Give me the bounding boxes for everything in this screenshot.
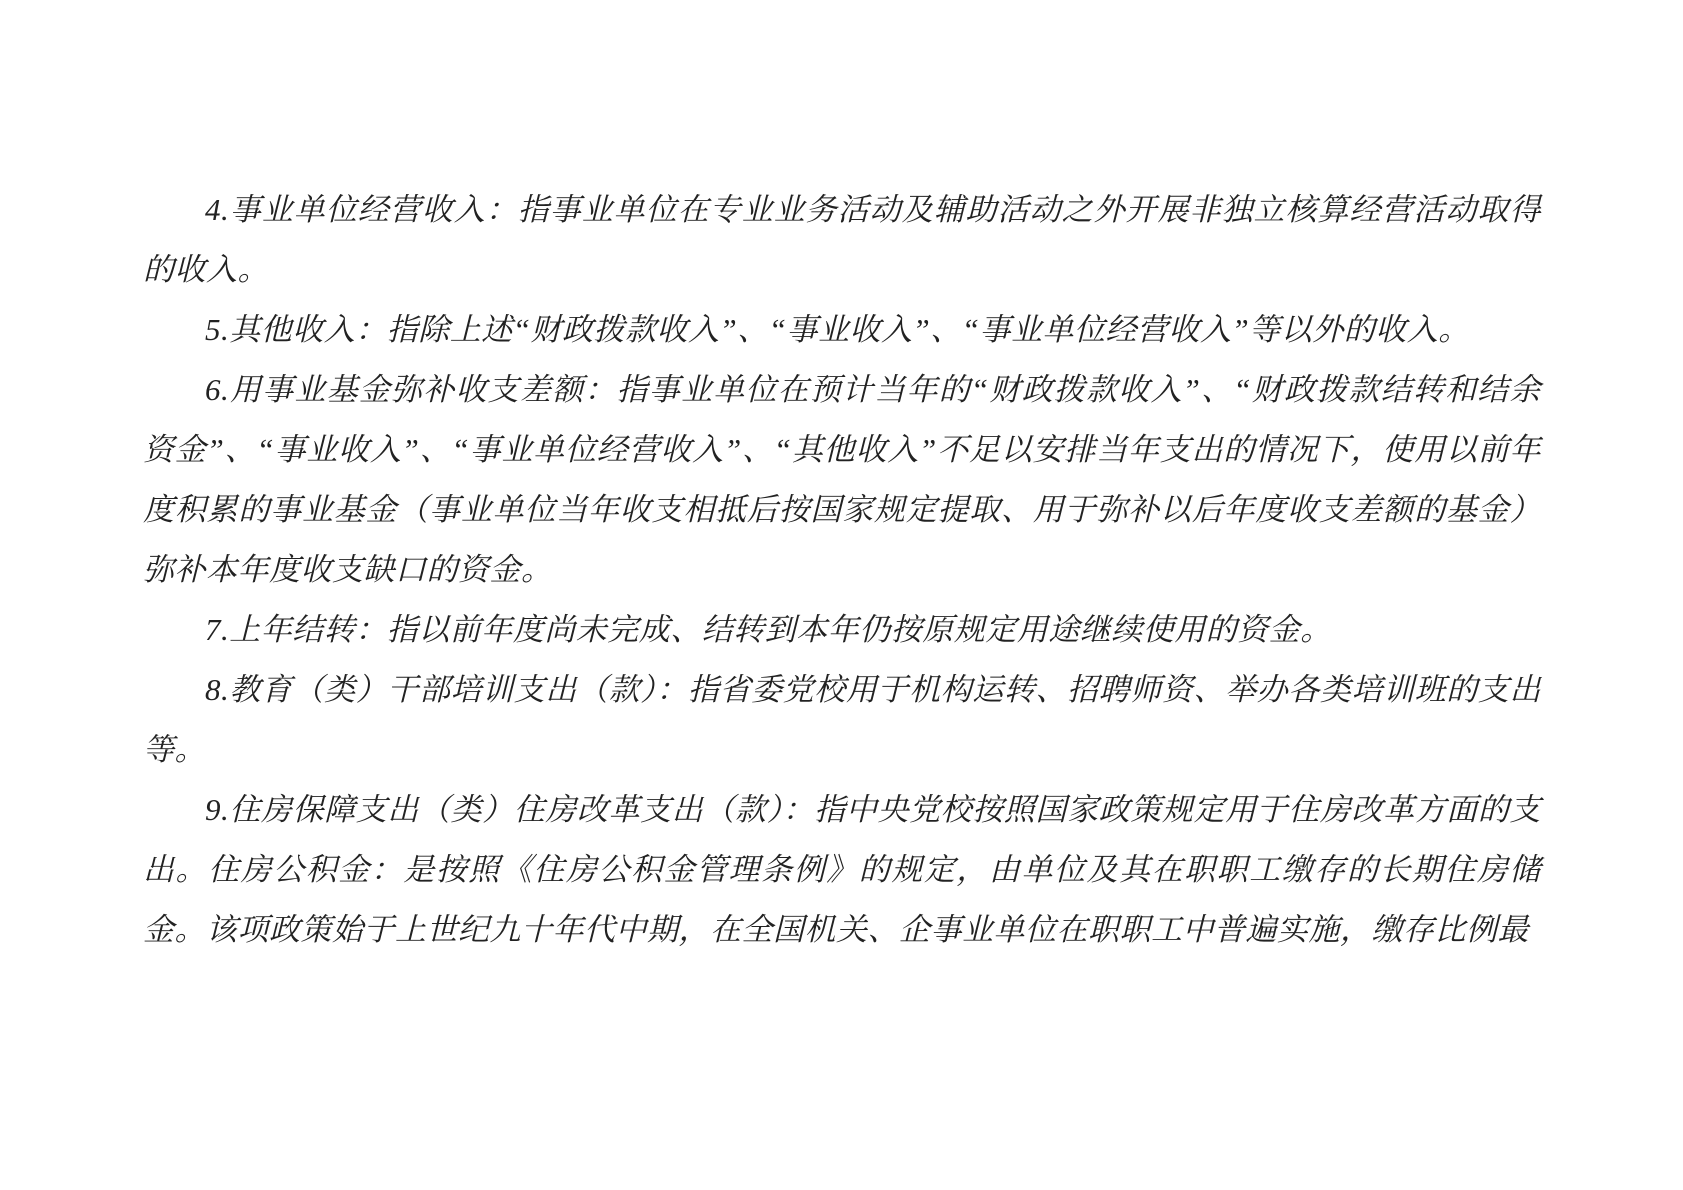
paragraph-item-5: 5.其他收入：指除上述“财政拨款收入”、“事业收入”、“事业单位经营收入”等以外的收入。	[205, 312, 1470, 347]
document-body-text	[143, 180, 1541, 960]
paragraph-item-7: 7.上年结转：指以前年度尚未完成、结转到本年仍按原规定用途继续使用的资金。	[205, 612, 1332, 647]
paragraph-item-8: 8.教育（类）干部培训支出（款）：指省委党校用于机构运转、招聘师资、举办各类培训班的支出等。	[143, 672, 1541, 767]
paragraph-item-6: 6.用事业基金弥补收支差额：指事业单位在预计当年的“财政拨款收入”、“财政拨款结转和结余资金”、“事业收入”、“事业单位经营收入”、“其他收入”不足以安排当年支出的情况下，使用以前年度积累的事业基金（事业单位当年收支相抵后按国家规定提取、用于弥补以后年度收支差额的基金）弥补本年度收支缺口的资金。	[143, 372, 1541, 587]
paragraph-item-9: 9.住房保障支出（类）住房改革支出（款）：指中央党校按照国家政策规定用于住房改革方面的支出。住房公积金：是按照《住房公积金管理条例》的规定，由单位及其在职职工缴存的长期住房储金。该项政策始于上世纪九十年代中期，在全国机关、企事业单位在职职工中普遍实施，缴存比例最	[143, 792, 1541, 947]
paragraph-item-4: 4.事业单位经营收入：指事业单位在专业业务活动及辅助活动之外开展非独立核算经营活动取得的收入。	[143, 192, 1541, 287]
